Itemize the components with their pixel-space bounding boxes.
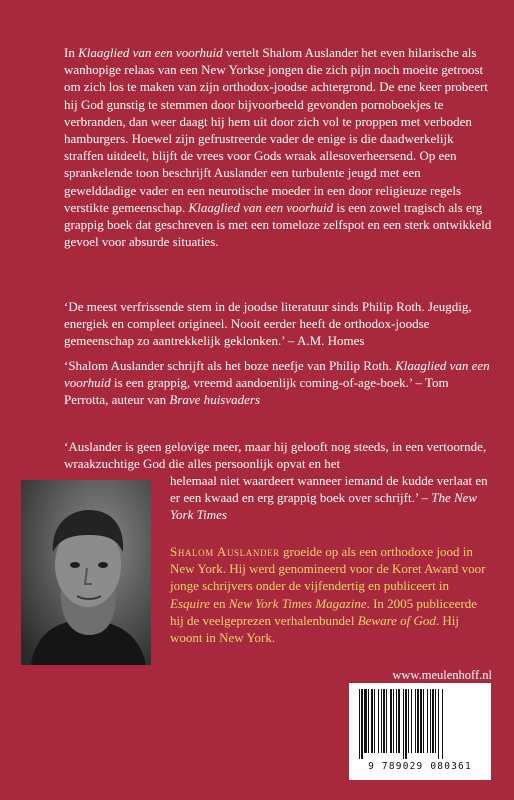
barcode-bar <box>378 689 379 753</box>
isbn-barcode <box>357 689 483 759</box>
barcode-bar <box>417 689 419 753</box>
blurb-paragraph-1: In Klaaglied van een voorhuid vertelt Shalom Auslander het even hilarische als wanhopige relaas van een New Yorkse jongen die zich pijn noch moeite getroost om zich los te maken van zijn orthodox-joodse achtergrond. De ene keer probeert hij God gunstig te stemmen door bijvoorbeeld gevonden pornoboekjes te verbranden, dan weer daagt hij hem uit door zich vol te proppen met verboden hamburgers. Hoewel zijn gefrustreerde vader de enige is die daadwerkelijk straffen uitdeelt, blijft de vrees voor Gods wraak allesoverheersend. Op een sprankelende toon beschrijft Auslander een turbulente jeugd met een gewelddadige vader en een neurotische moeder in een door religieuze regels verstikte gemeenschap. Klaaglied van een voorhuid is een zowel tragisch als erg grappig boek dat geschreven is met een tomeloze zelfspot en een sterk ontwikkeld gevoel voor absurde situaties. <box>64 45 492 250</box>
isbn-number: 9 789029 080361 <box>368 761 472 772</box>
barcode-bar <box>381 689 382 753</box>
barcode-bar <box>386 689 387 753</box>
barcode-bar <box>364 689 367 753</box>
barcode-bar <box>420 689 422 753</box>
quote-tom-perrotta: ‘Shalom Auslander schrijft als het boze neefje van Philip Roth. Klaaglied van een voorhuid is een grappig, vreemd aandoenlijk coming-of-age-boek.’ – Tom Perrotta, auteur van Brave huisvaders <box>64 358 490 408</box>
author-photo <box>21 480 151 665</box>
barcode-bar <box>438 689 439 759</box>
barcode-bar <box>415 689 416 753</box>
barcode-bar <box>435 689 436 753</box>
barcode-bar <box>361 689 363 759</box>
barcode-bar <box>403 689 404 759</box>
barcode-bar <box>383 689 385 753</box>
barcode-bar <box>393 689 394 753</box>
barcode-bar <box>427 689 428 753</box>
barcode-bar <box>432 689 434 753</box>
barcode-bar <box>359 689 360 759</box>
quote-am-homes: ‘De meest verfrissende stem in de joodse literatuur sinds Philip Roth. Jeugdig, energiek en compleet origineel. Nooit eerder heeft de orthodox-joodse gemeenschap zo aantrekkelijk geklonken.’ – A.M. Homes <box>64 299 472 349</box>
barcode-bar <box>374 689 375 753</box>
barcode-bar <box>398 689 400 753</box>
barcode-panel <box>349 683 491 780</box>
barcode-bar <box>396 689 397 753</box>
quote-nyt-part-1: ‘Auslander is geen gelovige meer, maar hij gelooft nog steeds, in een vertoornde, wraakzuchtige God die alles persoonlijk opvat en het <box>64 439 487 472</box>
publisher-url: www.meulenhoff.nl <box>392 668 492 682</box>
barcode-bar <box>430 689 431 753</box>
barcode-bar <box>371 689 373 753</box>
quote-nyt-part-2: helemaal niet waardeert wanneer iemand de kudde verlaat en er een kwaad en erg grappig boek over schrijft.’ – The New York Times <box>170 473 488 523</box>
author-bio: Shalom Auslander groeide op als een orthodoxe jood in New York. Hij werd genomineerd voor de Koret Award voor jonge schrijvers onder de vijfendertig en publiceert in Esquire en New York Times Magazine. In 2005 publiceerde hij de veelgeprezen verhalenbundel Beware of God. Hij woont in New York. <box>170 544 486 646</box>
barcode-bar <box>405 689 407 759</box>
barcode-bar <box>442 689 443 759</box>
barcode-bar <box>390 689 392 753</box>
barcode-bar <box>368 689 369 753</box>
barcode-bar <box>408 689 409 753</box>
barcode-bar <box>411 689 412 753</box>
barcode-bar <box>423 689 424 753</box>
